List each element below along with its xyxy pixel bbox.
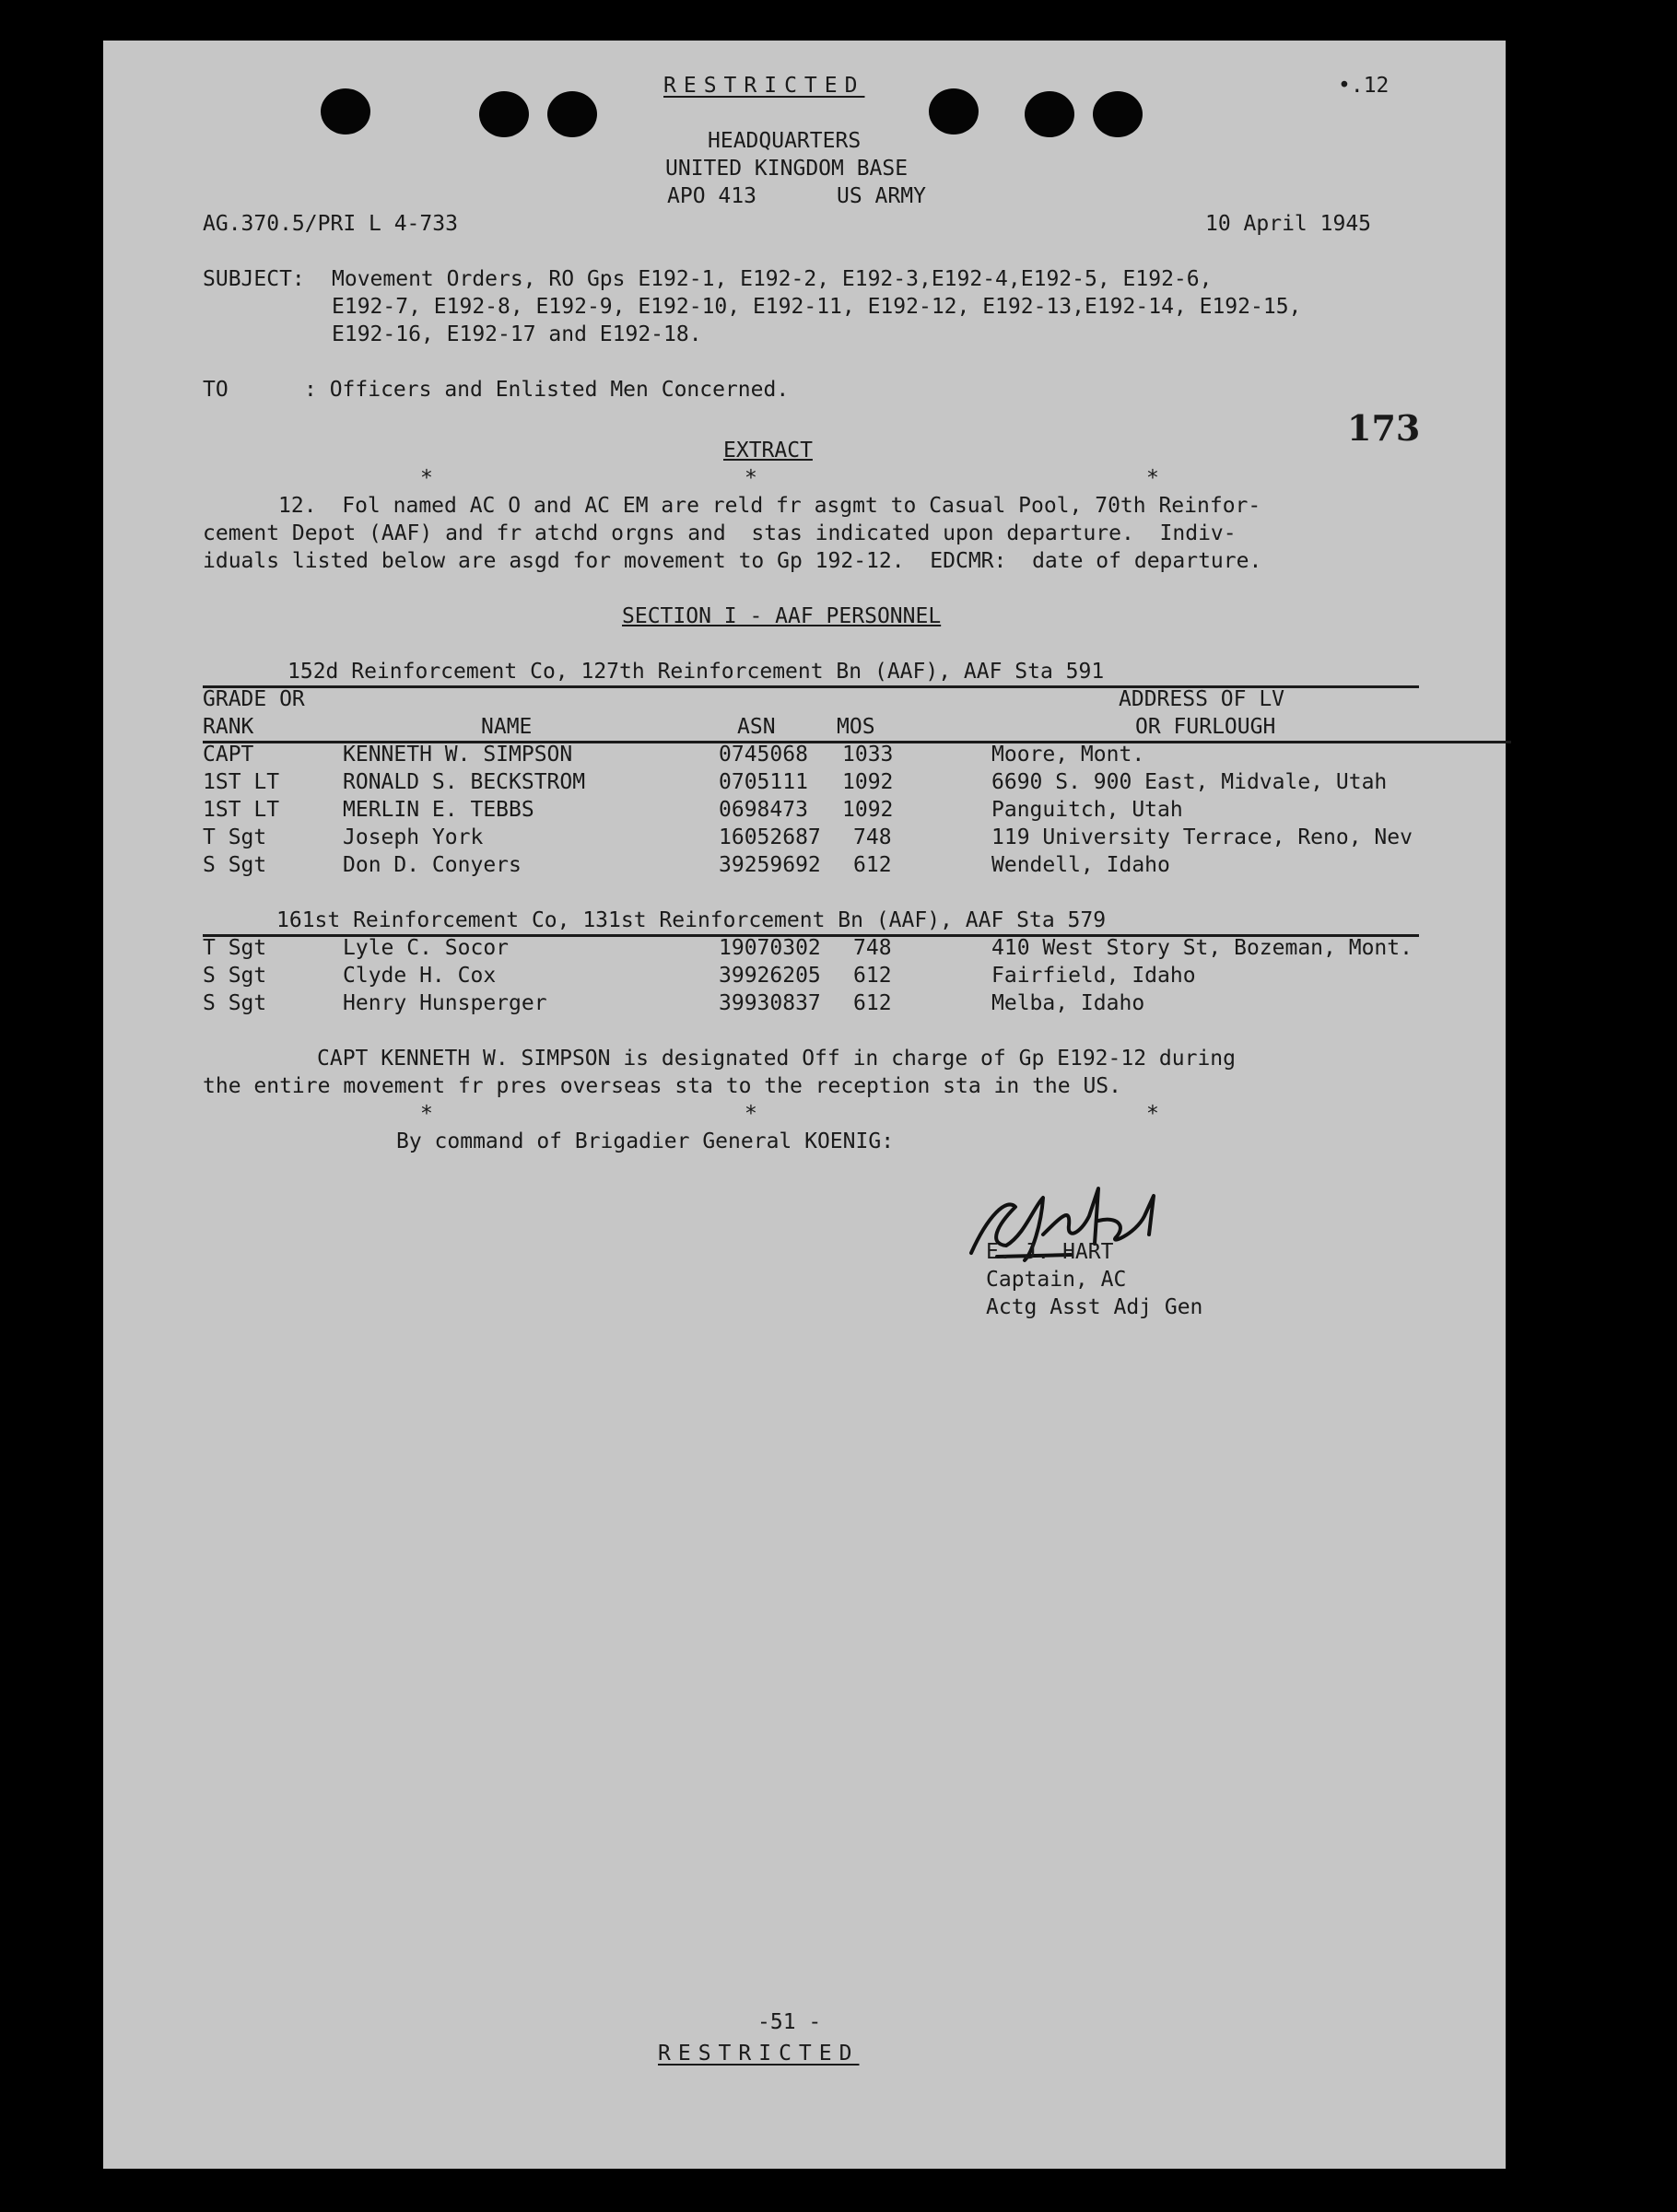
punch-hole	[321, 88, 370, 135]
extract-title: EXTRACT	[723, 439, 813, 462]
grade-cell: 1ST LT	[203, 770, 280, 794]
table-row	[203, 989, 1511, 1017]
name-cell: Lyle C. Socor	[343, 936, 510, 960]
address-cell: 410 West Story St, Bozeman, Mont.	[991, 936, 1413, 960]
grade-cell: S Sgt	[203, 853, 267, 877]
asn-cell: 39930837	[719, 991, 821, 1015]
subject-line1: Movement Orders, RO Gps E192-1, E192-2, E192-3,E192-4,E192-5, E192-6,	[332, 267, 1213, 291]
subject-label: SUBJECT:	[203, 267, 305, 291]
name-cell: Joseph York	[343, 825, 484, 849]
table-row	[203, 741, 1511, 768]
asn-cell: 0698473	[719, 798, 808, 822]
designation-line1: CAPT KENNETH W. SIMPSON is designated Off in charge of Gp E192-12 during	[317, 1047, 1236, 1071]
asterisk: *	[420, 466, 433, 490]
paragraph-line2: cement Depot (AAF) and fr atchd orgns and stas indicated upon departure. Indiv-	[203, 521, 1237, 545]
asn-cell: 39926205	[719, 964, 821, 988]
to-value: : Officers and Enlisted Men Concerned.	[304, 378, 790, 402]
name-cell: MERLIN E. TEBBS	[343, 798, 534, 822]
mos-cell: 612	[853, 853, 892, 877]
mos-cell: 1033	[842, 743, 894, 767]
mos-cell: 748	[853, 825, 892, 849]
punch-hole	[479, 91, 529, 137]
grade-cell: T Sgt	[203, 936, 267, 960]
grade-cell: S Sgt	[203, 964, 267, 988]
document-page	[103, 41, 1506, 2169]
column-address: OR FURLOUGH	[1135, 715, 1276, 739]
hq-line1: HEADQUARTERS	[708, 129, 862, 153]
table-row	[203, 934, 1511, 962]
address-cell: Moore, Mont.	[991, 743, 1145, 767]
file-number: AG.370.5/PRI L 4-733	[203, 212, 458, 236]
address-cell: Panguitch, Utah	[991, 798, 1183, 822]
name-cell: Henry Hunsperger	[343, 991, 547, 1015]
page-marker: •.12	[1338, 74, 1390, 98]
column-address: ADDRESS OF LV	[1119, 687, 1285, 711]
signer-name: E. J. HART	[986, 1240, 1114, 1264]
asn-cell: 19070302	[719, 936, 821, 960]
unit-heading: 152d Reinforcement Co, 127th Reinforcement Bn (AAF), AAF Sta 591	[287, 660, 1105, 684]
mos-cell: 1092	[842, 770, 894, 794]
subject-line2: E192-7, E192-8, E192-9, E192-10, E192-11, E192-12, E192-13,E192-14, E192-15,	[332, 295, 1302, 319]
asn-cell: 0705111	[719, 770, 808, 794]
hq-apo: APO 413	[667, 184, 756, 208]
grade-cell: 1ST LT	[203, 798, 280, 822]
address-cell: Fairfield, Idaho	[991, 964, 1196, 988]
subject-line3: E192-16, E192-17 and E192-18.	[332, 322, 702, 346]
address-cell: 6690 S. 900 East, Midvale, Utah	[991, 770, 1388, 794]
asn-cell: 39259692	[719, 853, 821, 877]
address-cell: Melba, Idaho	[991, 991, 1145, 1015]
asterisk: *	[420, 1102, 433, 1126]
asterisk: *	[745, 466, 757, 490]
punch-hole	[547, 91, 597, 137]
signer-rank: Captain, AC	[986, 1268, 1127, 1292]
table-row	[203, 962, 1511, 989]
column-asn: ASN	[737, 715, 776, 739]
name-cell: KENNETH W. SIMPSON	[343, 743, 573, 767]
name-cell: Don D. Conyers	[343, 853, 522, 877]
column-name: NAME	[481, 715, 533, 739]
classification-bottom: RESTRICTED	[658, 2042, 860, 2066]
column-grade: GRADE OR	[203, 687, 305, 711]
table-row	[203, 796, 1511, 824]
paragraph-line1: 12. Fol named AC O and AC EM are reld fr asgmt to Casual Pool, 70th Reinfor-	[278, 494, 1261, 518]
table-row	[203, 768, 1511, 796]
page-number: -51 -	[757, 2010, 822, 2034]
asn-cell: 0745068	[719, 743, 808, 767]
column-mos: MOS	[837, 715, 875, 739]
asterisk: *	[1146, 1102, 1159, 1126]
punch-hole	[1093, 91, 1143, 137]
hq-army: US ARMY	[837, 184, 926, 208]
address-cell: 119 University Terrace, Reno, Nev	[991, 825, 1413, 849]
asterisk: *	[745, 1102, 757, 1126]
command-line: By command of Brigadier General KOENIG:	[396, 1129, 895, 1153]
classification-top: RESTRICTED	[663, 74, 865, 98]
signer-title: Actg Asst Adj Gen	[986, 1295, 1203, 1319]
asn-cell: 16052687	[719, 825, 821, 849]
unit-heading: 161st Reinforcement Co, 131st Reinforcement Bn (AAF), AAF Sta 579	[276, 908, 1107, 932]
table-row	[203, 824, 1511, 851]
table-row	[203, 851, 1511, 879]
grade-cell: T Sgt	[203, 825, 267, 849]
stamp-number: 173	[1347, 407, 1421, 449]
asterisk: *	[1146, 466, 1159, 490]
mos-cell: 748	[853, 936, 892, 960]
mos-cell: 612	[853, 964, 892, 988]
punch-hole	[1025, 91, 1074, 137]
grade-cell: S Sgt	[203, 991, 267, 1015]
address-cell: Wendell, Idaho	[991, 853, 1170, 877]
punch-hole	[929, 88, 979, 135]
to-label: TO	[203, 378, 229, 402]
paragraph-line3: iduals listed below are asgd for movement to Gp 192-12. EDCMR: date of departure.	[203, 549, 1262, 573]
designation-line2: the entire movement fr pres overseas sta to the reception sta in the US.	[203, 1074, 1121, 1098]
name-cell: Clyde H. Cox	[343, 964, 497, 988]
mos-cell: 1092	[842, 798, 894, 822]
mos-cell: 612	[853, 991, 892, 1015]
document-date: 10 April 1945	[1205, 212, 1372, 236]
hq-line2: UNITED KINGDOM BASE	[665, 157, 909, 181]
name-cell: RONALD S. BECKSTROM	[343, 770, 586, 794]
section-title: SECTION I - AAF PERSONNEL	[622, 604, 942, 628]
column-grade: RANK	[203, 715, 254, 739]
grade-cell: CAPT	[203, 743, 254, 767]
